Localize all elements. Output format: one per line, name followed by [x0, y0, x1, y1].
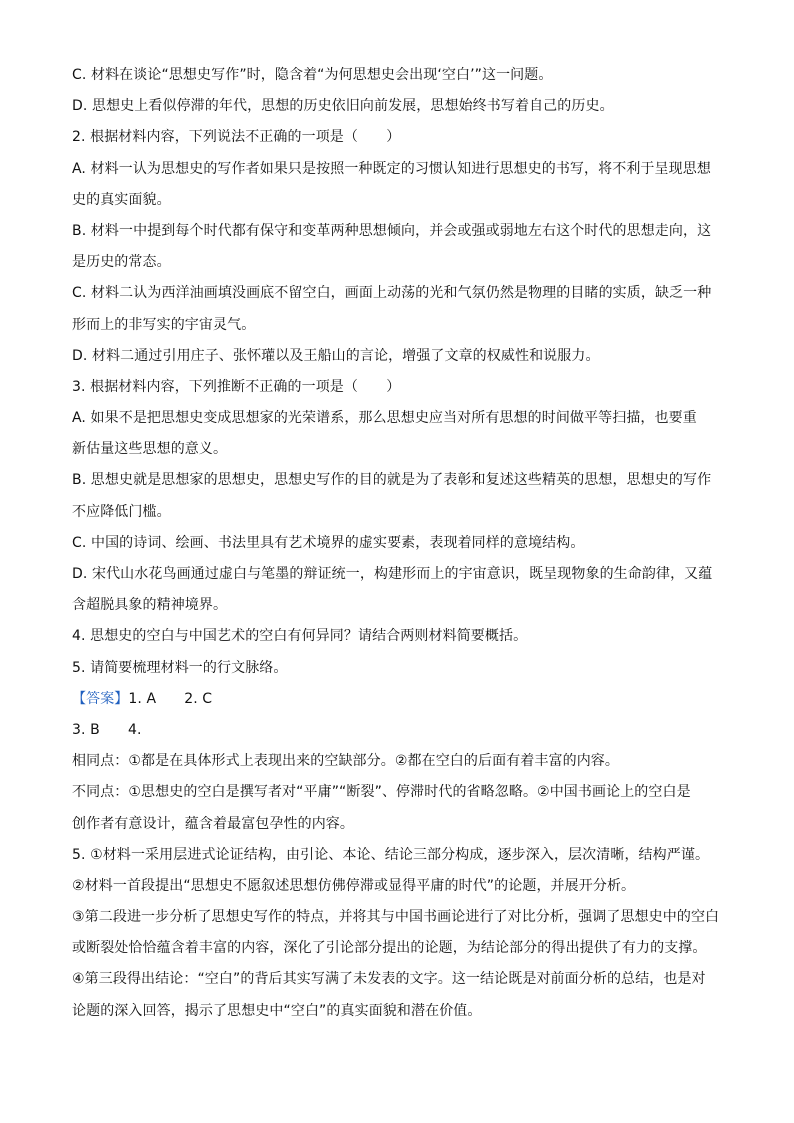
q2-option-b-line-1: B. 材料一中提到每个时代都有保守和变革两种思想倾向，并会或强或弱地左右这个时代的思想走向，这 [72, 222, 712, 239]
q2-option-c-line-2: 形而上的非写实的宇宙灵气。 [72, 316, 256, 333]
answer-5-point-4-line-1: ④第三段得出结论：“空白”的背后其实写满了未发表的文字。这一结论既是对前面分析的总结，也是对 [72, 971, 706, 988]
q3-option-a-line-1: A. 如果不是把思想史变成思想家的光荣谱系，那么思想史应当对所有思想的时间做平等扫描，也要重 [72, 410, 697, 427]
question-2-stem: 2. 根据材料内容，下列说法不正确的一项是（ ） [72, 129, 401, 146]
q3-option-d-line-1: D. 宋代山水花鸟画通过虚白与笔墨的辩证统一，构建形而上的宇宙意识，既呈现物象的生命韵律，又蕴 [72, 566, 713, 582]
q2-option-c-line-1: C. 材料二认为西洋油画填没画底不留空白，画面上动荡的光和气氛仍然是物理的目睹的实质，缺乏一种 [72, 285, 712, 302]
q2-option-b-line-2: 是历史的常态。 [72, 254, 171, 271]
answer-1: 1. A [128, 690, 157, 707]
q2-option-a-line-1: A. 材料一认为思想史的写作者如果只是按照一种既定的习惯认知进行思想史的书写，将不利于呈现思想 [72, 160, 711, 177]
q3-option-d-line-2: 含超脱具象的精神境界。 [72, 597, 228, 614]
option-c-line: C. 材料在谈论“思想史写作”时，隐含着“为何思想史会出现‘空白’”这一问题。 [72, 67, 553, 83]
question-3-stem: 3. 根据材料内容，下列推断不正确的一项是（ ） [72, 378, 401, 395]
q3-option-c-line: C. 中国的诗词、绘画、书法里具有艺术境界的虚实要素，表现着同样的意境结构。 [72, 534, 585, 551]
answer-3-4-line: 3. B 4. [72, 721, 142, 738]
q3-option-b-line-2: 不应降低门槛。 [72, 503, 171, 520]
answer-5-point-3-line-2: 或断裂处恰恰蕴含着丰富的内容，深化了引论部分提出的论题，为结论部分的得出提供了有力的支撑。 [72, 940, 707, 957]
answer-5-point-4-line-2: 论题的深入回答，揭示了思想史中“空白”的真实面貌和潜在价值。 [72, 1002, 482, 1019]
answer-2: 2. C [184, 690, 213, 707]
answer-4-similarity: 相同点：①都是在具体形式上表现出来的空缺部分。②都在空白的后面有着丰富的内容。 [72, 753, 619, 770]
question-5-stem: 5. 请简要梳理材料一的行文脉络。 [72, 659, 288, 676]
answer-5-point-1: 5. ①材料一采用层进式论证结构，由引论、本论、结论三部分构成，逐步深入，层次清晰，结构严谨。 [72, 846, 710, 863]
question-4-stem: 4. 思想史的空白与中国艺术的空白有何异同？请结合两则材料简要概括。 [72, 628, 528, 645]
q3-option-a-line-2: 新估量这些思想的意义。 [72, 441, 228, 458]
answer-5-point-3-line-1: ③第二段进一步分析了思想史写作的特点，并将其与中国书画论进行了对比分析，强调了思想史中的空白 [72, 909, 720, 926]
q2-option-a-line-2: 史的真实面貌。 [72, 191, 171, 208]
document-page [72, 60, 722, 1027]
answer-4-difference-line-1: 不同点：①思想史的空白是撰写者对“平庸”“断裂”、停滞时代的省略忽略。②中国书画论上的空白是 [72, 784, 691, 801]
option-d-line: D. 思想史上看似停滞的年代，思想的历史依旧向前发展，思想始终书写着自己的历史。 [72, 98, 614, 115]
answer-5-point-2: ②材料一首段提出“思想史不愿叙述思想仿佛停滞或显得平庸的时代”的论题，并展开分析。 [72, 877, 636, 894]
q3-option-b-line-1: B. 思想史就是思想家的思想史，思想史写作的目的就是为了表彰和复述这些精英的思想，思想史的写作 [72, 472, 712, 489]
answer-4-difference-line-2: 创作者有意设计，蕴含着最富包孕性的内容。 [72, 815, 354, 832]
answer-tag: 【答案】 [72, 690, 129, 707]
answer-header-line [72, 684, 722, 715]
q2-option-d-line: D. 材料二通过引用庄子、张怀瓘以及王船山的言论，增强了文章的权威性和说服力。 [72, 347, 600, 364]
